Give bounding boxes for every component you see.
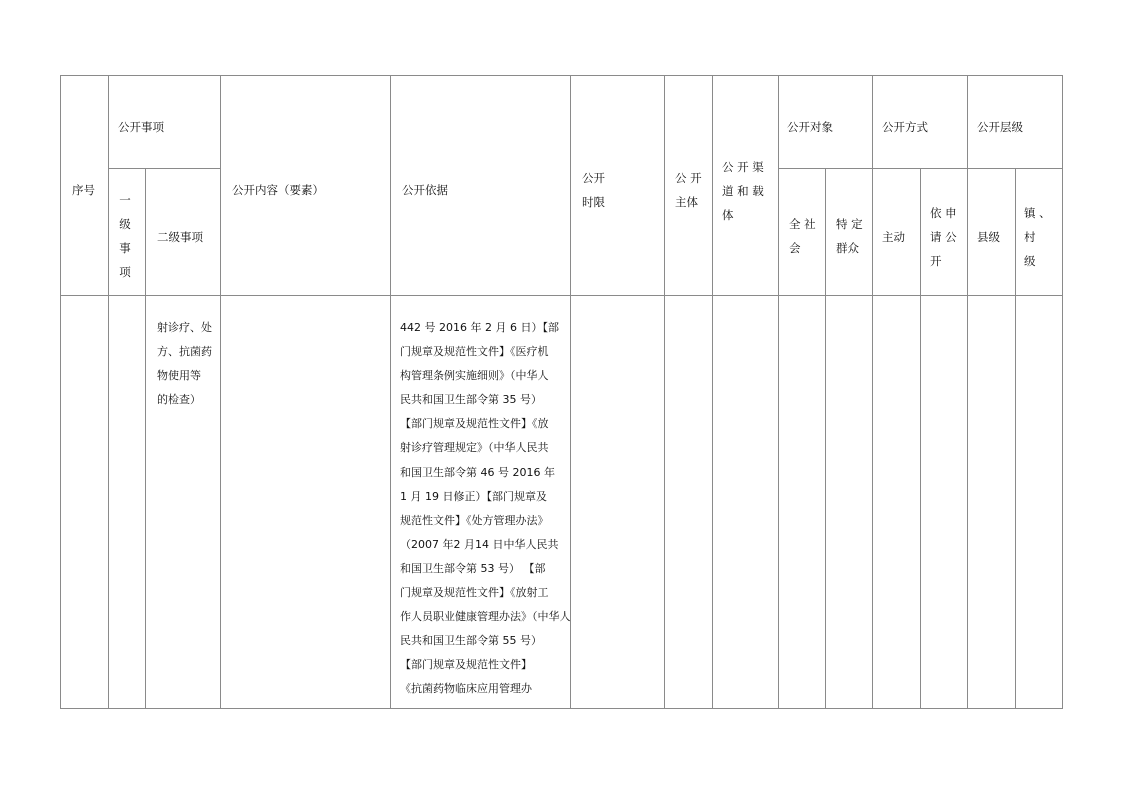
col-line [920,168,921,709]
header-level2: 二级事项 [157,230,203,244]
header-method-group: 公开方式 [882,120,928,134]
table-bottom-border [60,708,1063,709]
header-basis: 公开依据 [402,183,448,197]
col-line [778,75,779,709]
header-level-county: 县级 [977,230,1000,244]
col-line [967,75,968,709]
document-page: 公开事项 公开对象 公开方式 公开层级 序号 公开内容（要素） 公开依据 公开 时限 公 开 主体 公 开 渠 道 和 载 体 一 级 事 项 二级事项 全 社 会 特 定 群众 主动 依 申 请 公 开 县级 镇 、 村 级 射诊疗、处 方、抗菌药 物使用等 的检查） 442 号 2016 年 2 月 6 日）【部 门规章及规范性文件】《医疗机 构管理条例实施细则》（中华人 民共和国卫生部令第 35 号） 【部门规章及规范性文件】《放 射诊疗管理规定》（中华人民共 和国卫生部令第 46 号 2016 年 1 月 19 日修正）【部门规章及 规范性文件】《处方管理办法》 （2007 年2 月14 日中华人民共 和国卫生部令第 53 号） 【部 门规章及规范性文件】《放射工 作人员职业健康管理办法》（中华人 民共和国卫生部令第 55 号） 【部门规章及规范性文件】 《抗菌药物临床应用管理办 [0,0,1122,793]
subheader-divider-items [108,168,220,169]
col-line [220,75,221,709]
col-line [664,75,665,709]
col-line [390,75,391,709]
col-line [145,168,146,709]
col-line [1062,75,1063,709]
header-content: 公开内容（要素） [232,183,324,197]
header-target-group: 公开对象 [787,120,833,134]
header-item-group: 公开事项 [118,120,164,134]
col-line [108,75,109,709]
col-line [60,75,61,709]
col-line [1015,168,1016,709]
header-level-group: 公开层级 [977,120,1023,134]
header-seq: 序号 [72,183,95,197]
col-line [712,75,713,709]
header-method-active: 主动 [882,230,905,244]
row-level2-text: 射诊疗、处 方、抗菌药 物使用等 的检查） [157,321,212,407]
row-basis-text: 442 号 2016 年 2 月 6 日）【部 门规章及规范性文件】《医疗机 构管理条例实施细则》（中华人 民共和国卫生部令第 35 号） 【部门规章及规范性文件】《放 射诊疗管理规定》（中华人民共 和国卫生部令第 46 号 2016 年 1 月 19 日修正）【部门规章及 规范性文件】《处方管理办法》 （2007 年2 月14 日中华人民共 和国卫生部令第 53 号） 【部 门规章及规范性文件】《放射工 作人员职业健康管理办法》（中华人 民共和国卫生部令第 55 号） 【部门规章及规范性文件】 《抗菌药物临床应用管理办 [400,321,571,696]
table-top-border [60,75,1063,76]
col-line [872,75,873,709]
header-level1: 一 级 事 项 [119,193,131,279]
col-line [825,168,826,709]
header-bottom-border [60,295,1063,296]
